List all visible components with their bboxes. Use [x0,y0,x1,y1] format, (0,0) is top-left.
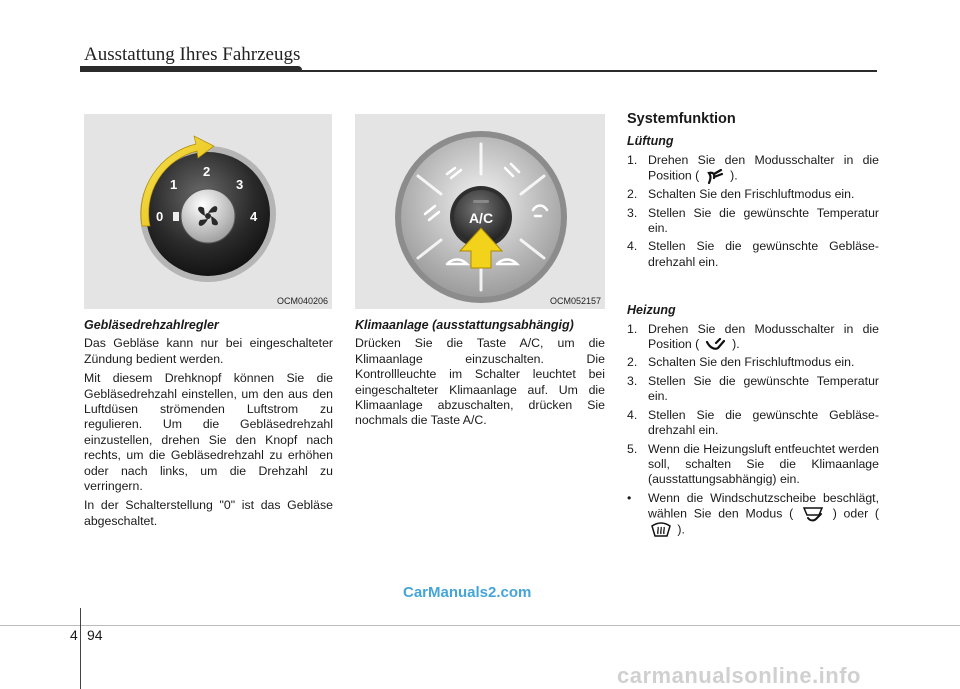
defrost-floor-icon [802,506,824,522]
page-header-title: Ausstattung Ihres Fahrzeugs [84,44,301,65]
header-rule [80,70,877,72]
figure-code: OCM040206 [276,296,328,306]
chapter-number: 4 [70,627,78,643]
windshield-defrost-icon [650,522,672,538]
section-title: Systemfunktion [627,111,736,127]
section-heading: Klimaanlage (ausstattungsabhängig) [355,318,574,332]
watermark-carmanualsonline: carmanualsonline.info [617,663,861,688]
list-item: 5. Wenn die Heizungsluft entfeuchtet werden soll, schalten Sie die Klimaanlage (ausstattungsabhängig) ein. [627,441,879,487]
ac-button-label: A/C [468,210,494,226]
page-number: 94 [87,627,103,643]
paragraph: Drücken Sie die Taste A/C, um die Klimaanlage einzuschalten. Die Kontrollleuchte im Schalter leuchtet bei eingeschalteter Klimaanlage auf. Um die Klimaanlage abzuschalten, drücken Sie nochmals die Taste A/C. [355,336,605,428]
heating-steps [627,322,879,538]
dial-number-4: 4 [250,209,258,224]
floor-vent-icon [705,338,727,352]
list-item: 2. Schalten Sie den Frischluftmodus ein. [627,355,855,370]
dial-number-2: 2 [203,164,211,179]
paragraph: Mit diesem Drehknopf können Sie die Gebläsedrehzahl einstellen, um den aus den Luftdüsen strömenden Luftstrom zu regulieren. Um die Gebläsedrehzahl einzustellen, drehen Sie den Knopf nach rechts, um die Gebläsedrehzahl zu erhöhen oder nach links, um die Drehzahl zu verringern. [84,371,333,494]
ventilation-steps [627,153,879,270]
subsection-heading-ventilation: Lüftung [627,134,674,149]
list-item: 3. Stellen Sie die gewünschte Temperatur ein. [627,205,879,236]
list-item: 1. Drehen Sie den Modusschalter in die Position ( ). [627,321,879,352]
list-item: 2. Schalten Sie den Frischluftmodus ein. [627,187,855,202]
column-air-conditioning [355,318,605,433]
figure-code: OCM052157 [549,296,601,306]
ac-indicator-led [473,200,489,203]
dial-number-0: 0 [156,209,164,224]
list-item: 4. Stellen Sie die gewünschte Gebläse-drehzahl ein. [627,239,879,269]
fan-knob-illustration [84,114,332,309]
dial-number-3: 3 [236,177,244,192]
knob-pointer [173,212,179,221]
footer-rule [0,625,960,626]
paragraph: In der Schalterstellung "0" ist das Gebläse abgeschaltet. [84,498,333,528]
figure-fan-knob [84,114,332,309]
footer-divider [80,608,81,689]
figure-ac-button [355,114,605,309]
list-item-bullet: • Wenn die Windschutzscheibe beschlägt, wählen Sie den Modus ( ) oder ( ). [627,490,879,537]
list-item: 1. Drehen Sie den Modusschalter in die Position ( ). [627,152,879,183]
paragraph: Das Gebläse kann nur bei eingeschalteter Zündung bedient werden. [84,336,333,366]
subsection-heading-heating: Heizung [627,303,676,318]
watermark-carmanuals2: CarManuals2.com [403,584,532,601]
dial-number-1: 1 [170,177,178,192]
section-heading: Gebläsedrehzahlregler [84,318,219,332]
face-vent-icon [705,168,725,184]
column-fan-speed [84,318,333,533]
list-item: 3. Stellen Sie die gewünschte Temperatur ein. [627,373,879,404]
column-system-function [627,112,879,541]
ac-panel-illustration [355,114,605,309]
list-item: 4. Stellen Sie die gewünschte Gebläse-drehzahl ein. [627,407,879,438]
